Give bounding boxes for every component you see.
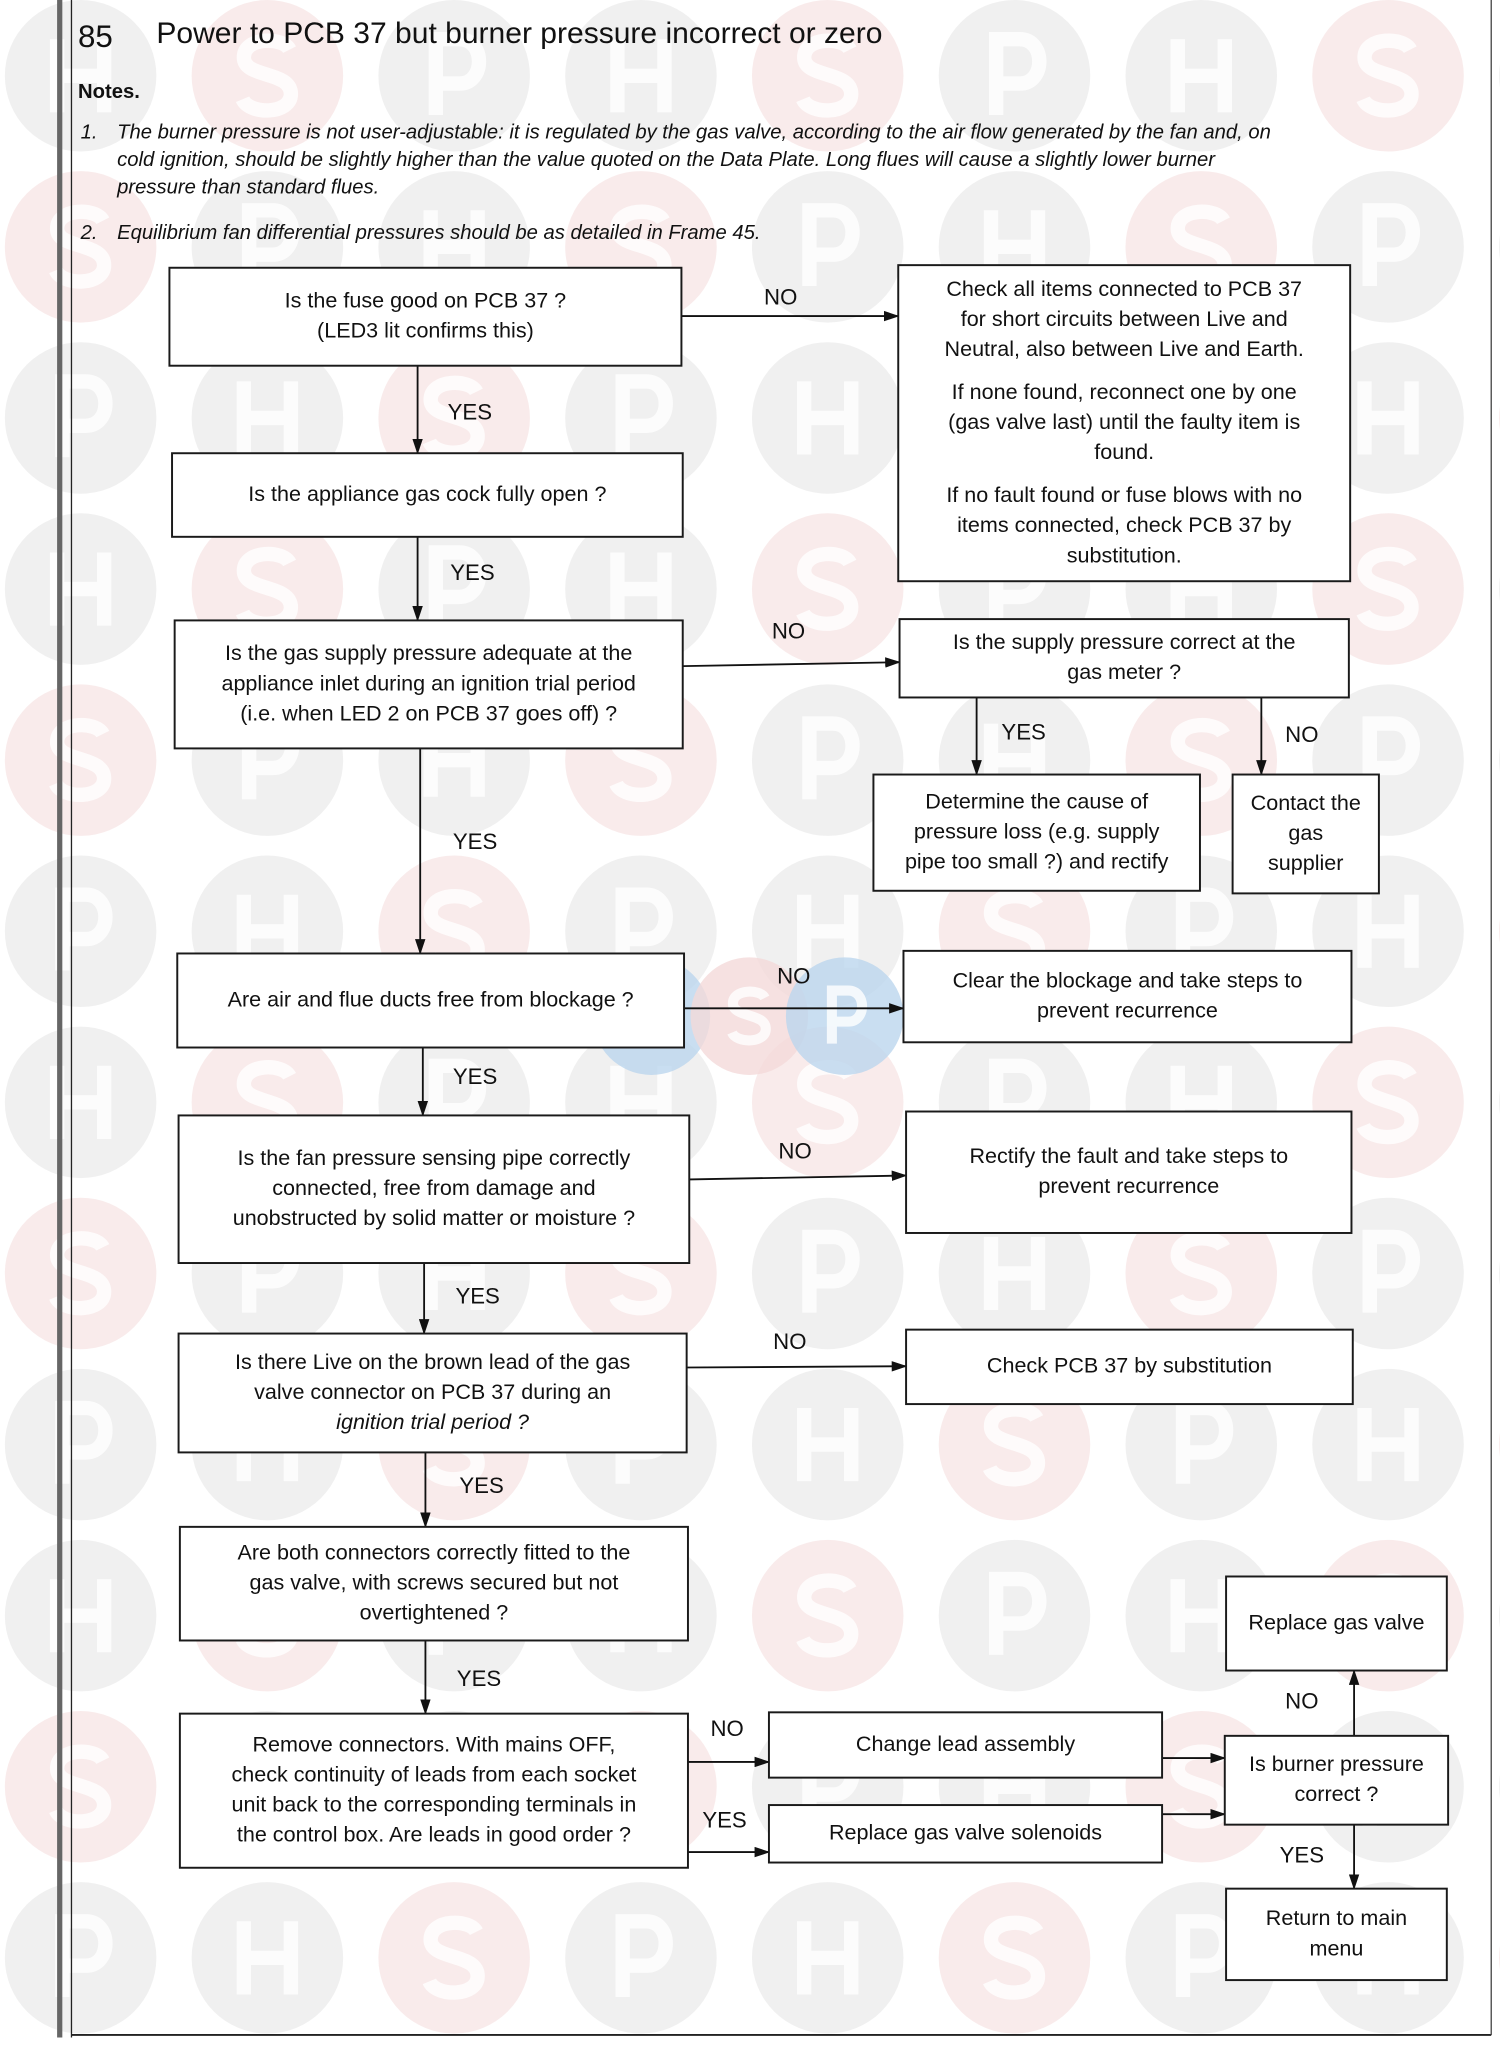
box-text-line: Check all items connected to PCB 37 xyxy=(946,275,1303,301)
branch-label-yes: YES xyxy=(455,1283,500,1309)
box-text-line: valve connector on PCB 37 during an xyxy=(254,1378,612,1404)
box-text-line: If none found, reconnect one by one xyxy=(951,379,1297,405)
box-text-line: items connected, check PCB 37 by xyxy=(957,512,1292,538)
box-meter xyxy=(900,619,1349,697)
branch-label-no: NO xyxy=(777,963,811,989)
box-text-line: Remove connectors. With mains OFF, xyxy=(252,1731,616,1757)
box-text-line: Contact the xyxy=(1250,789,1361,815)
box-text-line: If no fault found or fuse blows with no xyxy=(946,482,1303,508)
box-text-line: Neutral, also between Live and Earth. xyxy=(944,335,1304,361)
flow-arrow xyxy=(687,1366,906,1367)
box-text-line: Rectify the fault and take steps to xyxy=(969,1143,1289,1169)
branch-label-yes: YES xyxy=(452,1064,498,1090)
watermark-circle xyxy=(752,1198,904,1350)
branch-label-no: NO xyxy=(773,1329,807,1355)
box-text-line: Change lead assembly xyxy=(855,1730,1076,1756)
box-text-line: overtightened ? xyxy=(359,1599,509,1625)
box-connectors xyxy=(180,1527,688,1641)
branch-label-no: NO xyxy=(771,618,806,644)
watermark-circle xyxy=(5,1369,157,1521)
watermark-circle xyxy=(5,1882,157,2034)
box-fan-pipe xyxy=(179,1115,690,1263)
watermark-circle xyxy=(5,856,157,1008)
box-text-line: Is the fan pressure sensing pipe correctly xyxy=(237,1145,631,1171)
box-gas-cock xyxy=(172,453,683,537)
note-number: 2. xyxy=(80,222,98,245)
box-text-line: Determine the cause of xyxy=(925,788,1149,814)
note-line: Equilibrium fan differential pressures should be as detailed in Frame 45. xyxy=(117,222,761,245)
box-text-line: connected, free from damage and xyxy=(272,1175,596,1201)
box-text-line: (gas valve last) until the faulty item is xyxy=(948,409,1301,435)
watermark-circle xyxy=(5,342,157,494)
branch-label-no: NO xyxy=(764,284,798,310)
branch-label-no: NO xyxy=(778,1138,812,1164)
box-text-line: prevent recurrence xyxy=(1038,1173,1220,1199)
box-text-line: unit back to the corresponding terminals in xyxy=(231,1791,637,1817)
box-text-line: pressure loss (e.g. supply xyxy=(913,818,1160,844)
box-text-line: Are air and flue ducts free from blockage ? xyxy=(227,986,634,1012)
box-text-line: found. xyxy=(1094,439,1155,465)
box-contact-supplier xyxy=(1233,775,1379,894)
branch-label-no: NO xyxy=(1285,721,1319,747)
box-text-line: Are both connectors correctly fitted to the xyxy=(237,1539,631,1565)
box-burner-correct xyxy=(1225,1736,1448,1825)
box-text-line: Is the supply pressure correct at the xyxy=(952,629,1296,655)
box-text-line: Is there Live on the brown lead of the gas xyxy=(234,1348,631,1374)
box-text-line: gas xyxy=(1288,819,1324,845)
branch-label-yes: YES xyxy=(459,1472,504,1498)
box-supply-pressure xyxy=(175,620,683,748)
branch-label-no: NO xyxy=(1285,1688,1319,1714)
box-text-line: pipe too small ?) and rectify xyxy=(904,848,1169,874)
branch-label-yes: YES xyxy=(456,1666,502,1692)
branch-label-yes: YES xyxy=(1001,719,1046,745)
box-replace-valve xyxy=(1226,1576,1447,1670)
box-text-line: Replace gas valve xyxy=(1248,1609,1425,1635)
watermark-circle xyxy=(565,1882,717,2034)
box-text-line: Is the fuse good on PCB 37 ? xyxy=(284,287,567,313)
box-text-line: ignition trial period ? xyxy=(336,1408,530,1434)
box-text-line: check continuity of leads from each socket xyxy=(231,1761,637,1787)
box-text-line: for short circuits between Live and xyxy=(960,305,1288,331)
box-rectify xyxy=(906,1112,1351,1233)
box-text-line: substitution. xyxy=(1066,542,1182,568)
box-text-line: (LED3 lit confirms this) xyxy=(317,317,534,343)
box-text-line: unobstructed by solid matter or moisture ? xyxy=(232,1205,636,1231)
box-text-line: (i.e. when LED 2 on PCB 37 goes off) ? xyxy=(240,700,618,726)
branch-label-yes: YES xyxy=(450,559,495,585)
frame-number: 85 xyxy=(78,19,113,55)
box-text-line: gas valve, with screws secured but not xyxy=(249,1569,619,1595)
box-text-line: menu xyxy=(1309,1935,1364,1961)
box-text-line: Return to main xyxy=(1265,1905,1408,1931)
note-number: 1. xyxy=(80,121,98,144)
box-text-line: the control box. Are leads in good order ? xyxy=(236,1821,631,1847)
flow-arrow xyxy=(689,1176,906,1180)
note-line: pressure than standard flues. xyxy=(117,176,380,199)
box-return-menu xyxy=(1226,1889,1447,1980)
box-text-line: gas meter ? xyxy=(1067,659,1182,685)
watermark-circle xyxy=(939,1540,1091,1692)
box-clear-blockage xyxy=(903,951,1351,1042)
box-text-line: Replace gas valve solenoids xyxy=(828,1819,1103,1845)
box-fuse xyxy=(169,268,681,366)
box-check-items xyxy=(898,265,1350,581)
box-live-lead xyxy=(179,1334,687,1453)
box-continuity xyxy=(180,1714,688,1868)
notes-heading: Notes. xyxy=(78,80,140,103)
page-title: Power to PCB 37 but burner pressure incorrect or zero xyxy=(156,17,883,51)
box-pressure-loss xyxy=(873,775,1200,891)
branch-label-yes: YES xyxy=(702,1807,747,1833)
box-text-line: Is the appliance gas cock fully open ? xyxy=(248,480,607,506)
box-text-line: Check PCB 37 by substitution xyxy=(986,1352,1272,1378)
branch-label-yes: YES xyxy=(1279,1842,1325,1868)
box-text-line: Is the gas supply pressure adequate at the xyxy=(225,640,633,666)
box-text-line: prevent recurrence xyxy=(1037,997,1218,1023)
branch-label-yes: YES xyxy=(447,399,493,425)
box-text-line: Is burner pressure xyxy=(1249,1751,1424,1777)
flow-arrow xyxy=(683,662,900,666)
box-text-line: correct ? xyxy=(1294,1781,1379,1807)
box-text-line: supplier xyxy=(1268,849,1344,875)
box-text-line: appliance inlet during an ignition trial period xyxy=(221,670,636,696)
box-change-lead xyxy=(769,1712,1162,1777)
note-line: cold ignition, should be slightly higher than the value quoted on the Data Plate. Long flues will cause a slightly lower burner xyxy=(117,148,1216,171)
box-replace-solenoids xyxy=(769,1805,1162,1862)
box-flue xyxy=(177,953,684,1047)
box-check-pcb xyxy=(906,1330,1353,1404)
box-text-line: Clear the blockage and take steps to xyxy=(952,967,1303,993)
note-line: The burner pressure is not user-adjustable: it is regulated by the gas valve, according to the air flow generated by the fan and, on xyxy=(117,121,1271,144)
branch-label-no: NO xyxy=(710,1715,744,1741)
branch-label-yes: YES xyxy=(452,828,498,854)
